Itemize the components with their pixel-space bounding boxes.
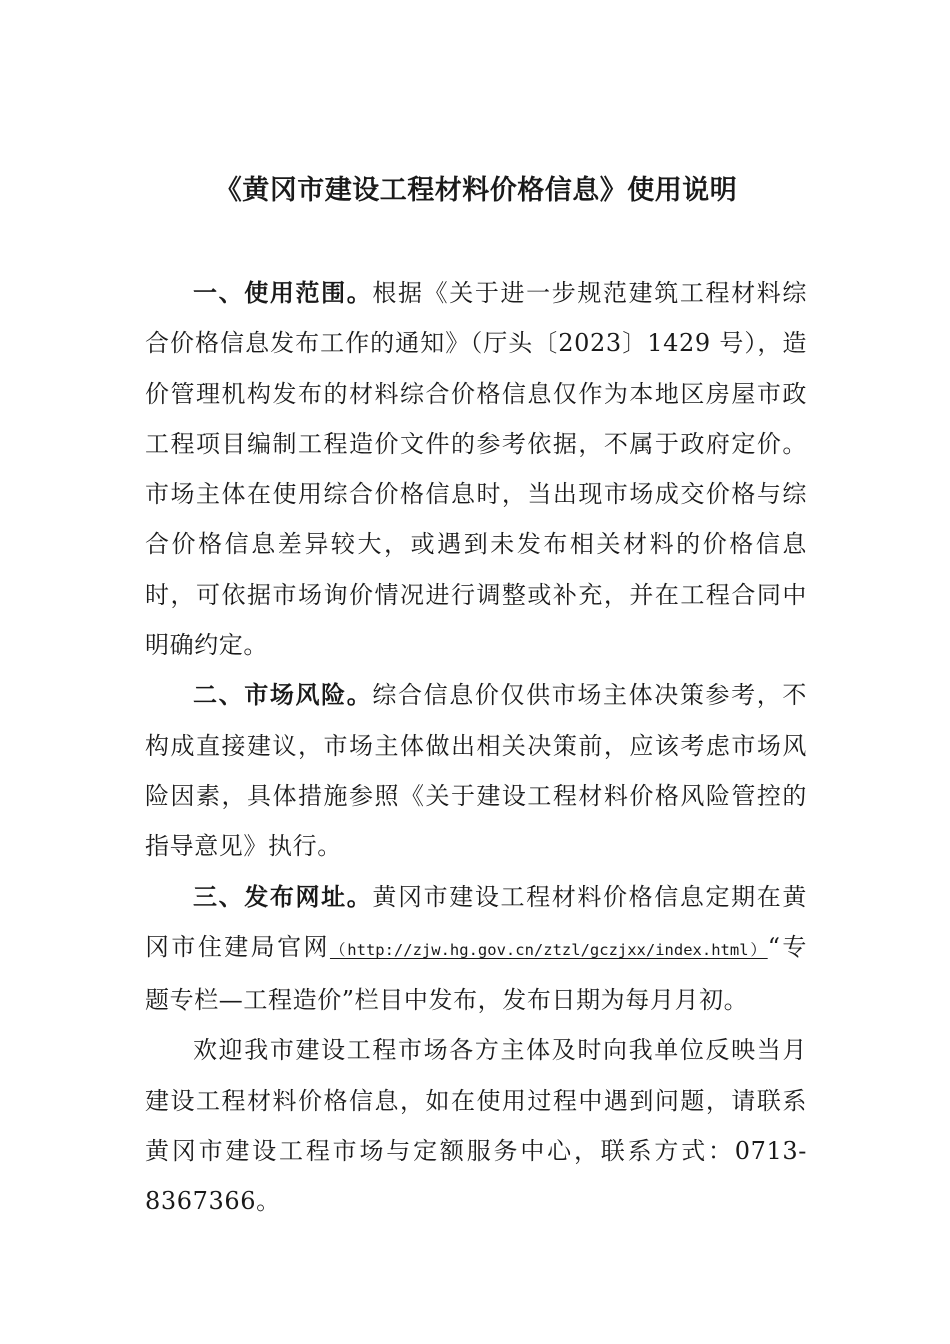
closing-paragraph: 欢迎我市建设工程市场各方主体及时向我单位反映当月建设工程材料价格信息，如在使用过程中遇到问题，请联系黄冈市建设工程市场与定额服务中心，联系方式：0713-8367366。: [145, 1036, 807, 1216]
document-body: [145, 268, 807, 1227]
section-text: “专题专栏—工程造价”栏目中发布，发布日期为每月月初。: [145, 932, 807, 1015]
section-usage-scope: [145, 268, 807, 670]
website-link[interactable]: （http://zjw.hg.gov.cn/ztzl/gczjxx/index.html）: [329, 940, 768, 959]
document-page: [145, 0, 807, 1344]
section-text: 根据《关于进一步规范建筑工程材料综合价格信息发布工作的通知》（厅头〔2023〕1429 号），造价管理机构发布的材料综合价格信息仅作为本地区房屋市政工程项目编制工程造价文件的参考依据，不属于政府定价。市场主体在使用综合价格信息时，当出现市场成交价格与综合价格信息差异较大，或遇到未发布相关材料的价格信息时，可依据市场询价情况进行调整或补充，并在工程合同中明确约定。: [145, 279, 808, 660]
section-heading: 三、发布网址。: [193, 881, 373, 911]
section-market-risk: [145, 670, 807, 871]
section-heading: 二、市场风险。: [193, 680, 373, 710]
section-text: 黄冈市建设工程材料价格信息定期在黄冈市住建局官网: [145, 882, 808, 961]
document-title: 《黄冈市建设工程材料价格信息》使用说明: [214, 175, 738, 206]
section-publish-url: [145, 872, 807, 1026]
section-text: 综合信息价仅供市场主体决策参考，不构成直接建议，市场主体做出相关决策前，应该考虑市场风险因素，具体措施参照《关于建设工程材料价格风险管控的指导意见》执行。: [145, 681, 808, 861]
section-heading: 一、使用范围。: [193, 278, 373, 307]
